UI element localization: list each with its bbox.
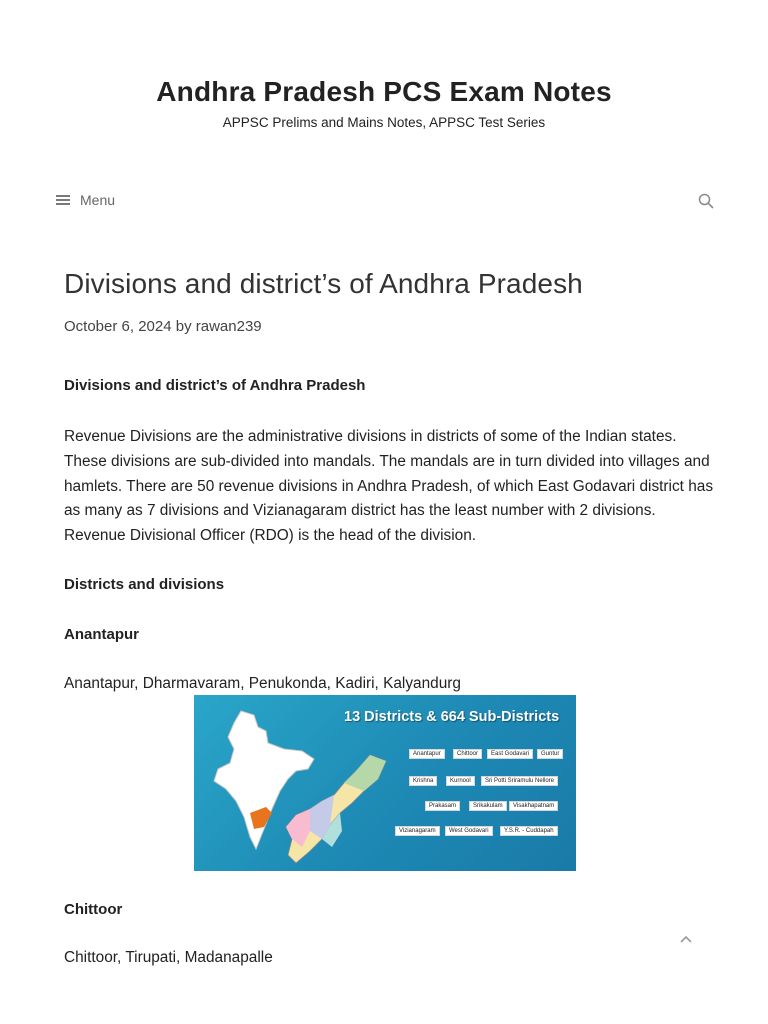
district-heading-chittoor: Chittoor <box>64 901 123 918</box>
scroll-to-top-button[interactable] <box>678 932 694 951</box>
post-by: by <box>175 318 192 335</box>
intro-paragraph: Revenue Divisions are the administrative divisions in districts of some of the Indian states. These divisions are sub-divided into mandals. The mandals are in turn divided into villages and hamlets. There are 50 revenue divisions in Andhra Pradesh, of which East Godavari district has as many as 7 divisions and Vizianagaram district has the least number with 2 divisions. Revenue Divisional Officer (RDO) is the head of the division. <box>64 428 714 545</box>
site-description: APPSC Prelims and Mains Notes, APPSC Test Series <box>222 115 546 130</box>
andhra-districts-map-image <box>194 695 576 871</box>
district-label: Y.S.R. - Cuddapah <box>500 826 558 836</box>
chevron-up-icon <box>678 932 694 946</box>
post-meta <box>64 318 262 335</box>
district-label: Kurnool <box>446 776 475 786</box>
district-label: Vizianagaram <box>395 826 440 836</box>
district-heading-anantapur: Anantapur <box>64 626 139 643</box>
menu-label: Menu <box>80 192 116 208</box>
district-label: Srikakulam <box>469 801 507 811</box>
district-label: Prakasam <box>425 801 460 811</box>
section-heading-divisions: Divisions and district’s of Andhra Pradesh <box>64 377 366 394</box>
site-title[interactable]: Andhra Pradesh PCS Exam Notes <box>156 76 612 107</box>
district-label: West Godavari <box>445 826 493 836</box>
search-icon <box>698 193 714 209</box>
district-divisions-chittoor: Chittoor, Tirupati, Madanapalle <box>64 949 273 966</box>
district-label: Anantapur <box>409 749 445 759</box>
post-title: Divisions and district’s of Andhra Pradesh <box>64 268 583 299</box>
district-label: Chittoor <box>453 749 482 759</box>
image-banner: 13 Districts & 664 Sub-Districts <box>344 709 560 725</box>
district-divisions-anantapur: Anantapur, Dharmavaram, Penukonda, Kadiri, Kalyandurg <box>64 675 461 692</box>
section-heading-districts: Districts and divisions <box>64 576 225 593</box>
search-button[interactable] <box>698 193 714 214</box>
district-label: Sri Potti Sriramulu Nellore <box>481 776 558 786</box>
post-author[interactable]: rawan239 <box>195 318 262 335</box>
district-label: Guntur <box>537 749 563 759</box>
hamburger-icon <box>56 193 70 207</box>
post-date[interactable]: October 6, 2024 <box>64 318 172 335</box>
andhra-pradesh-map-icon <box>282 751 392 871</box>
district-label: Krishna <box>409 776 437 786</box>
district-label: Visakhapatnam <box>509 801 558 811</box>
menu-toggle-button[interactable] <box>56 192 115 208</box>
district-label: East Godavari <box>487 749 533 759</box>
